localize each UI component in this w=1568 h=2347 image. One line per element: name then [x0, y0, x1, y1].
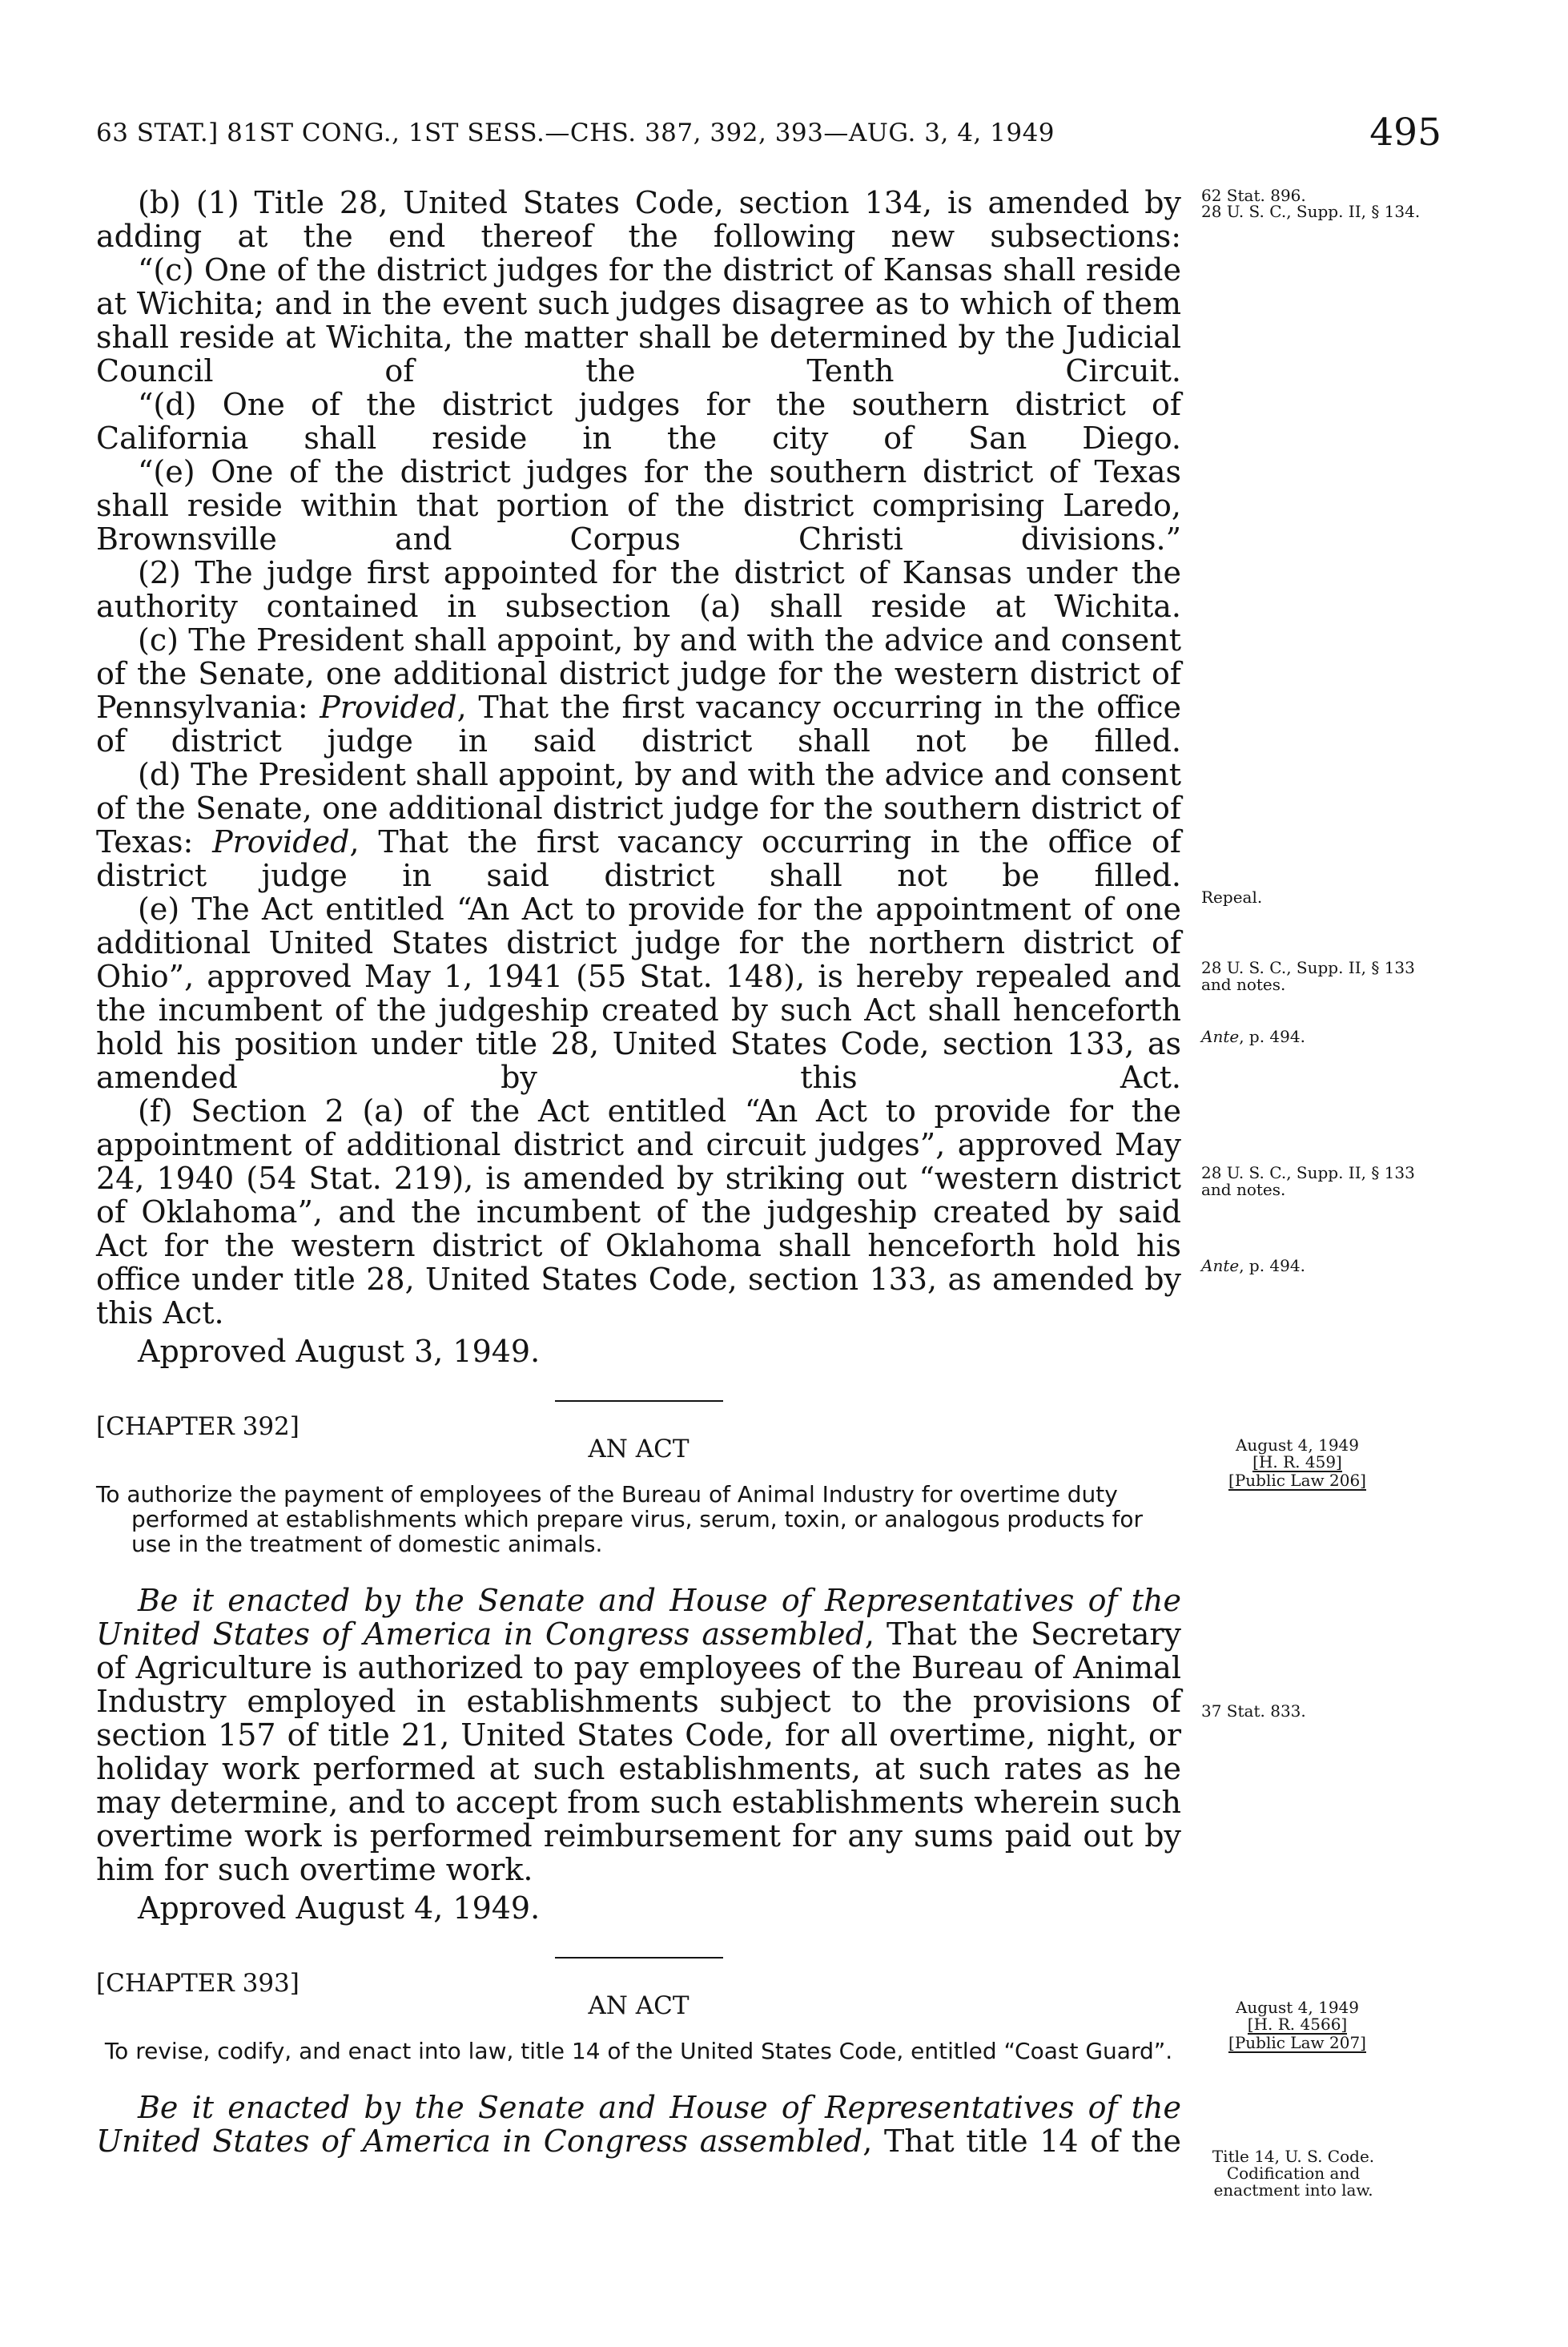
ch392-heading [96, 1410, 1181, 1477]
margin-note-ante [1201, 1258, 1441, 1274]
ch387-b1: (b) (1) Title 28, United States Code, section 134, is amended by adding at the end thereof the following new subsections: [96, 185, 1181, 254]
ch387-sub-c: “(c) One of the district judges for the district of Kansas shall reside at Wichita; and in the event such judges disagree as to which of them shall reside at Wichita, the matter shall be determined by the Judicial Council of the Tenth Circuit. [96, 252, 1181, 388]
ante-page: , p. 494. [1239, 1027, 1305, 1046]
margin-ch393-hr: [H. R. 4566] [1247, 2015, 1348, 2034]
margin-ch393-date: August 4, 1949 [1235, 1998, 1359, 2017]
ante-italic: Ante [1201, 1027, 1240, 1046]
margin-note-28-usc-133: 28 U. S. C., Supp. II, § 133 and notes. [1201, 1163, 1415, 1199]
margin-note-repeal: Repeal. [1201, 888, 1263, 907]
margin-ch393-public-law: [Public Law 207] [1228, 2033, 1366, 2052]
margin-note-28-usc-133: 28 U. S. C., Supp. II, § 133 and notes. [1201, 958, 1415, 994]
ch393-an-act: AN ACT [588, 1991, 690, 2020]
ante-page: , p. 494. [1239, 1256, 1305, 1275]
ch393-heading [96, 1967, 1181, 2034]
ch387-sub-e: “(e) One of the district judges for the southern district of Texas shall reside within that portion of the district comprising Laredo, Brownsville and Corpus Christi divisions.” [96, 454, 1181, 557]
margin-note-62-stat: 62 Stat. 896. [1201, 186, 1306, 205]
section-divider [555, 1400, 723, 1402]
ch392-title: To authorize the payment of employees of the Bureau of Animal Industry for overtime duty performed at establishments which prepare virus, serum, toxin, or analogous products for use in the treatment of domestic animals. [96, 1481, 1144, 1557]
ch393-enacting-clause [96, 2091, 1181, 2158]
ch387-c-text: (c) The President shall appoint, by and with the advice and consent of the Senate, one additional district judge for the western district of Pennsylvania: [96, 622, 1181, 725]
enacting-formula: Be it enacted by the Senate and House of Representatives of the United States of America in Congress assembled [96, 2090, 1181, 2159]
page-number: 495 [1369, 111, 1441, 155]
ch387-d-text-2: , That the first vacancy occurring in the office of district judge in said district shall not be filled. [96, 824, 1181, 893]
ch393-title: To revise, codify, and enact into law, title 14 of the United States Code, entitled “Coast Guard”. [104, 2038, 1173, 2064]
ch392-chapter-label: [CHAPTER 392] [96, 1412, 300, 1441]
provided-italic: Provided [212, 824, 350, 859]
ch387-c-text-2: , That the first vacancy occurring in the office of district judge in said district shall not be filled. [96, 690, 1181, 759]
margin-ch393-bill-info [1201, 1999, 1393, 2053]
ante-italic: Ante [1201, 1256, 1240, 1275]
ch387-sub-d: “(d) One of the district judges for the southern district of California shall reside in the city of San Diego. [96, 387, 1181, 456]
margin-note-title-14: Title 14, U. S. Code. Codification and enactment into law. [1212, 2147, 1375, 2200]
ch387-f: (f) Section 2 (a) of the Act entitled “An Act to provide for the appointment of additional district and circuit judges”, approved May 24, 1940 (54 Stat. 219), is amended by striking out “western district of Oklahoma”, and the incumbent of the judgeship created by said Act for the western district of Oklahoma shall henceforth hold his office under title 28, United States Code, section 133, as amended by this Act. [96, 1093, 1181, 1331]
ch392-enacting-clause [96, 1584, 1181, 1886]
ch392-approved: Approved August 4, 1949. [138, 1890, 541, 1926]
ch392-body: , That the Secretary of Agriculture is authorized to pay employees of the Bureau of Animal Industry employed in establishments subject to the provisions of section 157 of title 21, United States Code, for all overtime, night, or holiday work performed at such establishments, at such rates as he may determine, and to accept from such establishments wherein such overtime work is performed reimbursement for any sums paid out by him for such overtime work. [96, 1616, 1181, 1887]
main-text-column [96, 186, 1181, 2158]
enacting-formula: Be it enacted by the Senate and House of Representatives of the United States of America in Congress assembled [96, 1583, 1181, 1652]
running-header [96, 111, 1441, 159]
ch392-an-act: AN ACT [588, 1435, 690, 1463]
ch387-d [96, 758, 1181, 892]
provided-italic: Provided [320, 690, 457, 725]
ch387-c [96, 623, 1181, 758]
ch387-d-text: (d) The President shall appoint, by and with the advice and consent of the Senate, one additional district judge for the southern district of Texas: [96, 757, 1181, 859]
margin-note-28-usc-134: 28 U. S. C., Supp. II, § 134. [1201, 202, 1421, 221]
ch387-e: (e) The Act entitled “An Act to provide for the appointment of one additional United States district judge for the northern district of Ohio”, approved May 1, 1941 (55 Stat. 148), is hereby repealed and the incumbent of the judgeship created by such Act shall henceforth hold his position under title 28, United States Code, section 133, as amended by this Act. [96, 892, 1181, 1095]
margin-ch392-public-law: [Public Law 206] [1228, 1471, 1366, 1490]
ch393-chapter-label: [CHAPTER 393] [96, 1969, 300, 1998]
margin-ch392-hr: [H. R. 459] [1252, 1452, 1342, 1471]
ch387-b2: (2) The judge first appointed for the district of Kansas under the authority contained in subsection (a) shall reside at Wichita. [96, 555, 1181, 624]
ch393-body: , That title 14 of the [862, 2124, 1181, 2159]
margin-note-ante [1201, 1029, 1441, 1045]
section-divider [555, 1957, 723, 1959]
header-citation: 63 STAT.] 81ST CONG., 1ST SESS.—CHS. 387, 392, 393—AUG. 3, 4, 1949 [96, 119, 1055, 147]
margin-ch392-date: August 4, 1949 [1235, 1435, 1359, 1455]
margin-note-37-stat: 37 Stat. 833. [1201, 1701, 1306, 1721]
margin-ch392-bill-info [1201, 1437, 1393, 1491]
ch387-approved: Approved August 3, 1949. [138, 1334, 541, 1369]
